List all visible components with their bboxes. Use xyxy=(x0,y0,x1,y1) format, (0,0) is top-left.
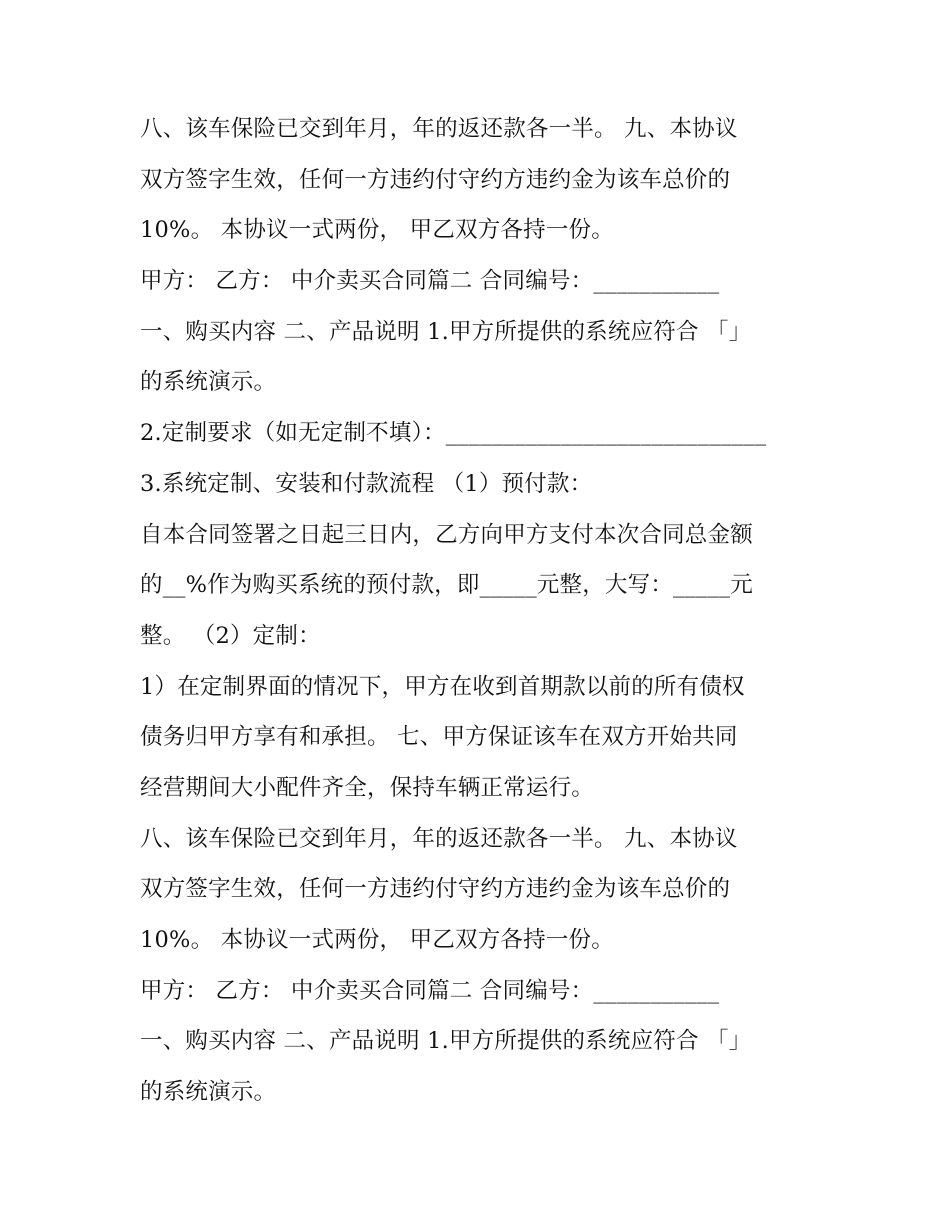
text-line: 双方签字生效，任何一方违约付守约方违约金为该车总价的 xyxy=(140,166,731,193)
text-line: 整。 （2）定制： xyxy=(140,622,321,649)
text-line: 甲方： 乙方： 中介卖买合同篇二 合同编号：___________ xyxy=(140,268,720,295)
text-line: 八、该车保险已交到年月，年的返还款各一半。 九、本协议 xyxy=(140,116,738,142)
text-line: 经营期间大小配件齐全，保持车辆正常运行。 xyxy=(140,774,595,801)
text-line: 债务归甲方享有和承担。 七、甲方保证该车在双方开始共同 xyxy=(140,724,738,751)
text-line: 1）在定制界面的情况下，甲方在收到首期款以前的所有债权 xyxy=(140,673,745,700)
text-line: 10%。 本协议一式两份， 甲乙双方各持一份。 xyxy=(140,217,614,244)
text-line: 双方签字生效，任何一方违约付守约方违约金为该车总价的 xyxy=(140,876,731,903)
text-line: 2.定制要求（如无定制不填）：____________________________ xyxy=(140,420,767,447)
text-line: 10%。 本协议一式两份， 甲乙双方各持一份。 xyxy=(140,927,614,953)
document-body xyxy=(140,104,840,1118)
text-line: 3.系统定制、安装和付款流程 （1）预付款： xyxy=(140,470,593,497)
text-line: 一、购买内容 二、产品说明 1.甲方所提供的系统应符合 「」 xyxy=(140,318,752,345)
text-line: 一、购买内容 二、产品说明 1.甲方所提供的系统应符合 「」 xyxy=(140,1028,752,1055)
text-line: 八、该车保险已交到年月，年的返还款各一半。 九、本协议 xyxy=(140,825,738,852)
text-line: 自本合同签署之日起三日内，乙方向甲方支付本次合同总金额 xyxy=(140,521,753,548)
text-line: 的__%作为购买系统的预付款，即_____元整，大写：_____元 xyxy=(140,572,753,599)
text-line: 甲方： 乙方： 中介卖买合同篇二 合同编号：___________ xyxy=(140,977,720,1004)
text-line: 的系统演示。 xyxy=(140,369,277,396)
text-line: 的系统演示。 xyxy=(140,1079,277,1106)
